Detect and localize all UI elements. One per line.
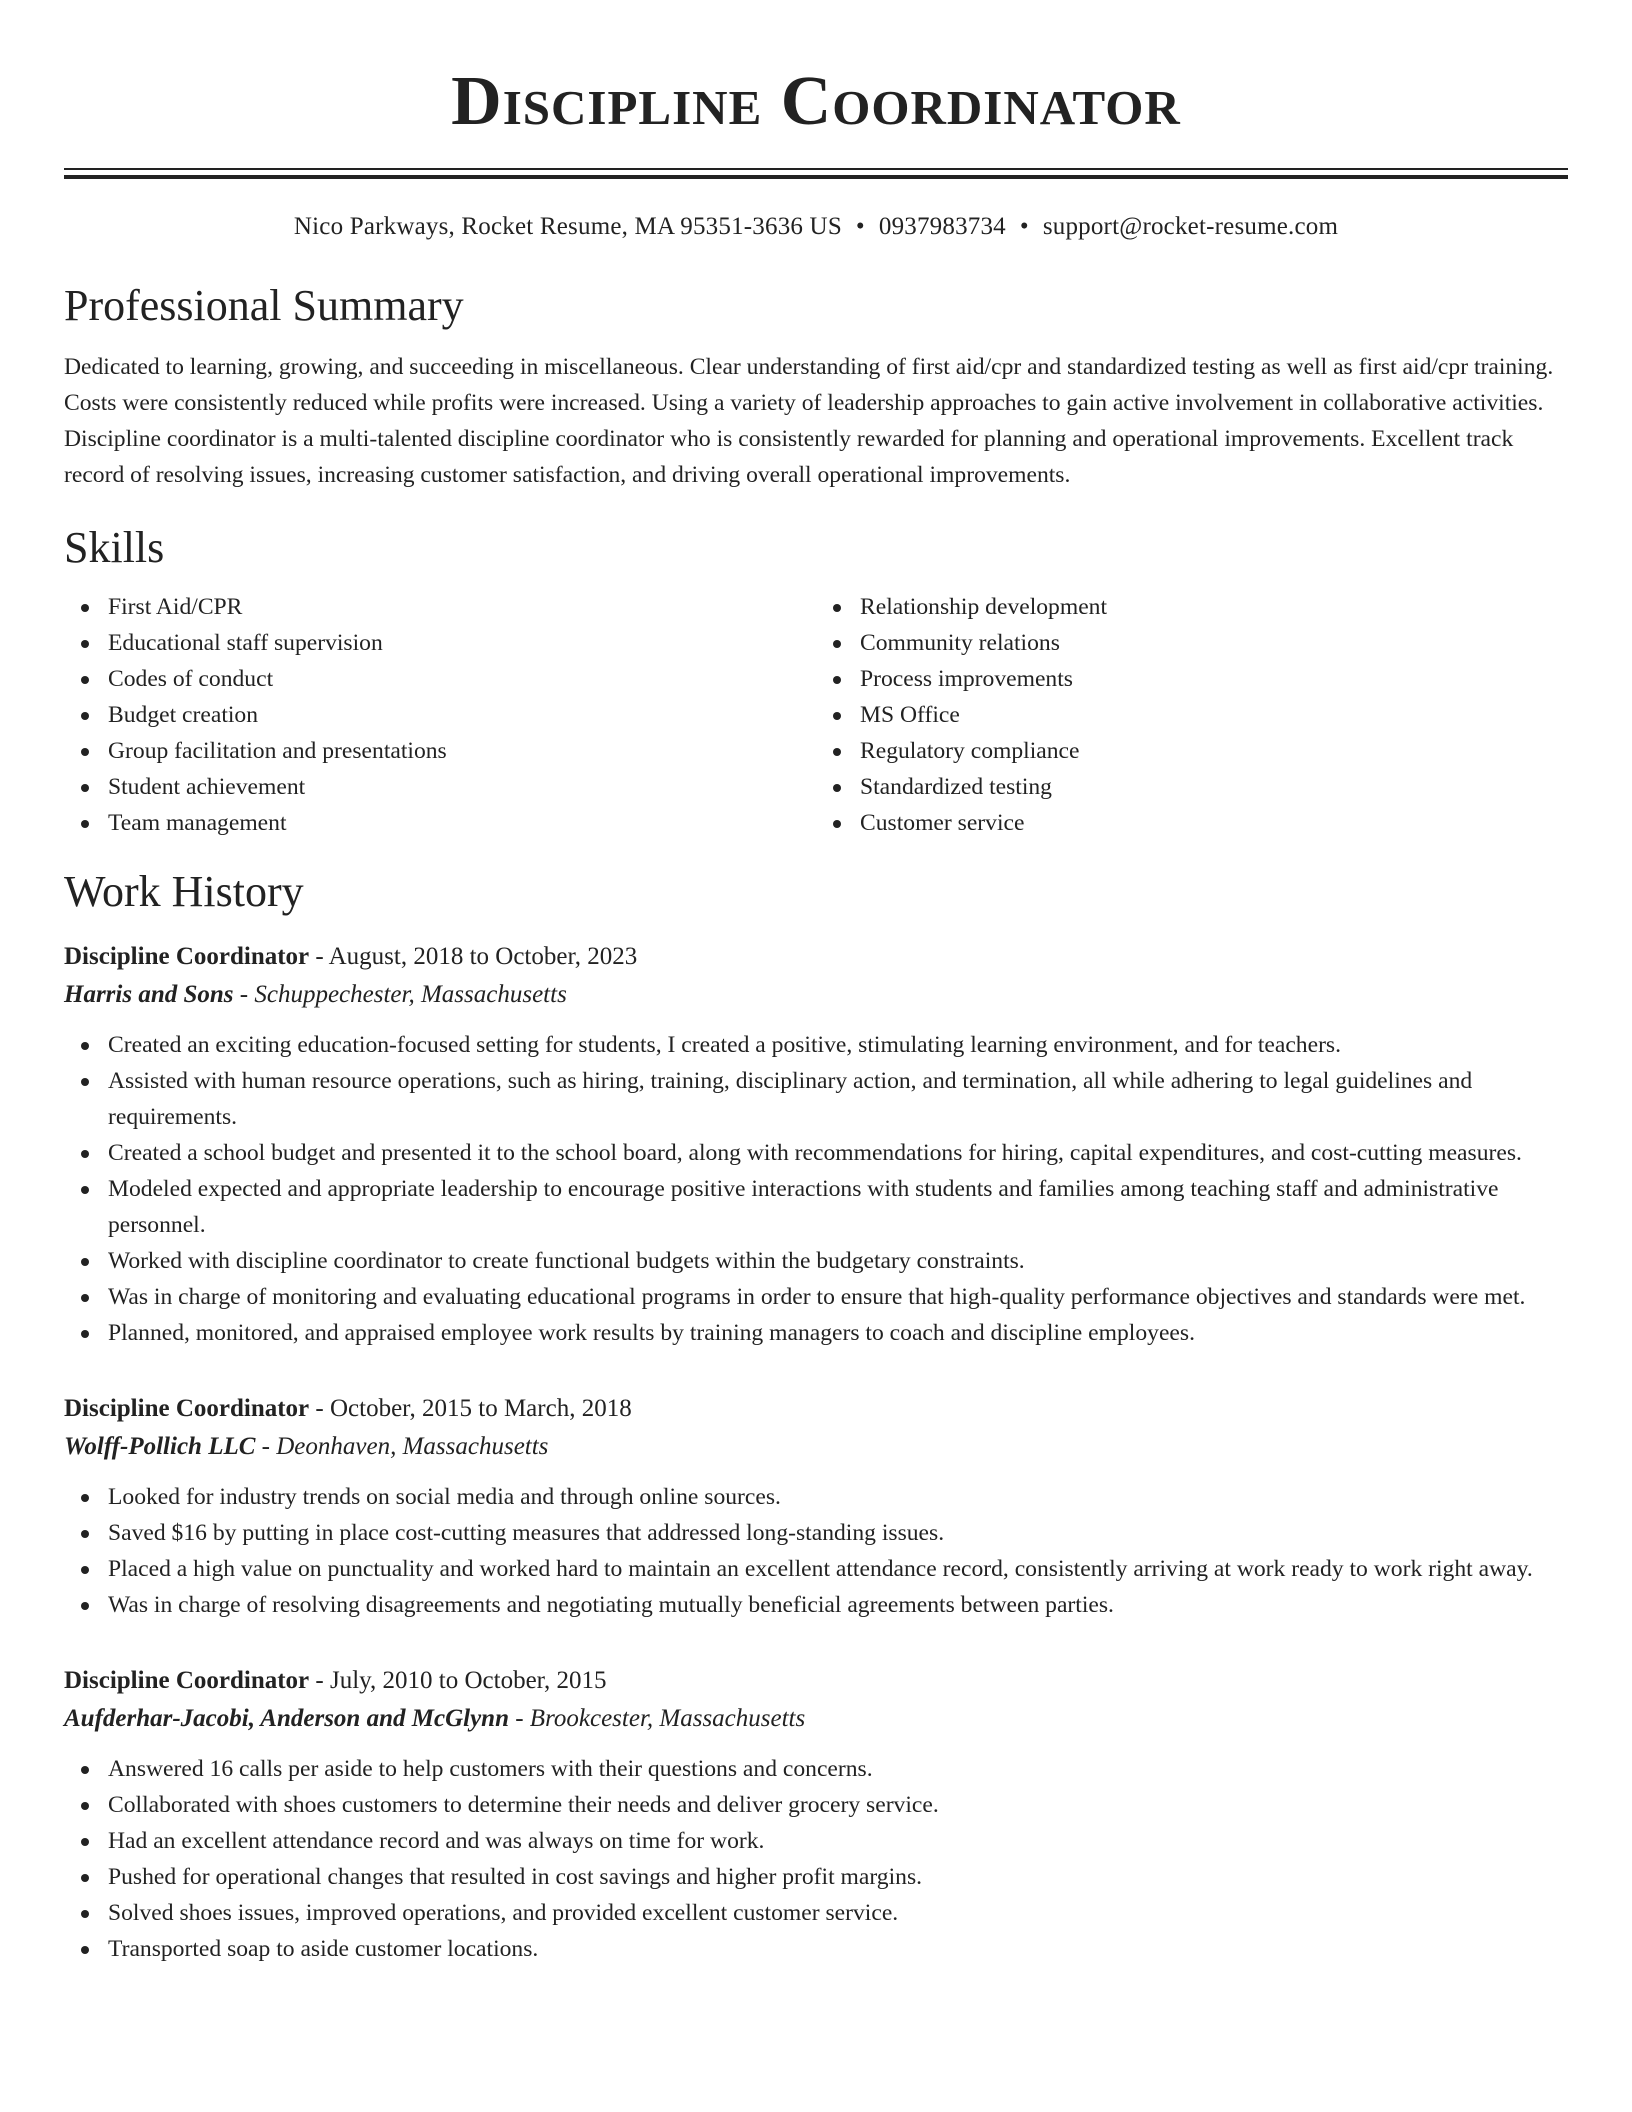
skill-item: Group facilitation and presentations [108,733,816,769]
job-duties [64,1027,1568,1351]
job-duty-item: Had an excellent attendance record and was always on time for work. [108,1823,1568,1859]
skill-item: Budget creation [108,697,816,733]
contact-phone: 0937983734 [878,213,1006,240]
skill-item: Student achievement [108,769,816,805]
skill-item: Community relations [860,625,1568,661]
job-company: Harris and Sons [64,981,234,1008]
summary-text: Dedicated to learning, growing, and succeeding in miscellaneous. Clear understanding of first aid/cpr and standardized testing as well as first aid/cpr training. Costs were consistently reduced while profits were increased. Using a variety of leadership approaches to gain active involvement in collaborative activities. Discipline coordinator is a multi-talented discipline coordinator who is consistently rewarded for planning and operational improvements. Excellent track record of resolving issues, increasing customer satisfaction, and driving overall operational improvements. [64,354,1554,488]
header-rule-thin [64,168,1568,170]
job-duty-item: Transported soap to aside customer locations. [108,1931,1568,1967]
skill-item: Regulatory compliance [860,733,1568,769]
job-company: Wolff-Pollich LLC [64,1433,256,1460]
job-company-line [64,1427,1568,1467]
job-location: - Deonhaven, Massachusetts [255,1433,549,1460]
contact-address: Nico Parkways, Rocket Resume, MA 95351-3636 US [293,213,842,240]
job-duty-item: Was in charge of resolving disagreements and negotiating mutually beneficial agreements between parties. [108,1587,1568,1623]
work-history-list [64,939,1568,1967]
skill-item: Codes of conduct [108,661,816,697]
work-history-heading: Work History [64,867,304,916]
skill-item: Educational staff supervision [108,625,816,661]
job-title: Discipline Coordinator [64,943,310,970]
job-duties [64,1751,1568,1967]
job-dates: - August, 2018 to October, 2023 [309,943,638,970]
skill-item: Process improvements [860,661,1568,697]
job-location: - Schuppechester, Massachusetts [233,981,567,1008]
job-dates: - July, 2010 to October, 2015 [309,1667,607,1694]
resume-name: Discipline Coordinator [451,63,1181,140]
job-location: - Brookcester, Massachusetts [508,1705,806,1732]
skill-item: Customer service [860,805,1568,841]
contact-email[interactable]: support@rocket-resume.com [1042,213,1339,240]
job-duty-item: Solved shoes issues, improved operations, and provided excellent customer service. [108,1895,1568,1931]
job-duty-item: Planned, monitored, and appraised employee work results by training managers to coach and discipline employees. [108,1315,1568,1351]
job-dates: - October, 2015 to March, 2018 [309,1395,632,1422]
job-duty-item: Looked for industry trends on social media and through online sources. [108,1479,1568,1515]
job-entry [64,939,1568,1351]
skill-item: Team management [108,805,816,841]
skill-item: Standardized testing [860,769,1568,805]
skills-columns [64,589,1568,841]
job-duty-item: Worked with discipline coordinator to create functional budgets within the budgetary constraints. [108,1243,1568,1279]
header-rule-thick [64,175,1568,179]
job-company-line [64,975,1568,1015]
job-title: Discipline Coordinator [64,1667,310,1694]
skill-item: Relationship development [860,589,1568,625]
job-header [64,939,1568,975]
job-duty-item: Was in charge of monitoring and evaluating educational programs in order to ensure that high-quality performance objectives and standards were met. [108,1279,1568,1315]
job-title: Discipline Coordinator [64,1395,310,1422]
skill-item: First Aid/CPR [108,589,816,625]
job-duty-item: Created a school budget and presented it to the school board, along with recommendations for hiring, capital expenditures, and cost-cutting measures. [108,1135,1568,1171]
job-duty-item: Assisted with human resource operations, such as hiring, training, disciplinary action, and termination, all while adhering to legal guidelines and requirements. [108,1063,1568,1135]
job-header [64,1663,1568,1699]
job-duty-item: Created an exciting education-focused setting for students, I created a positive, stimulating learning environment, and for teachers. [108,1027,1568,1063]
job-entry [64,1663,1568,1967]
skills-list-right [816,589,1568,841]
job-duty-item: Saved $16 by putting in place cost-cutting measures that addressed long-standing issues. [108,1515,1568,1551]
job-duty-item: Collaborated with shoes customers to determine their needs and deliver grocery service. [108,1787,1568,1823]
skill-item: MS Office [860,697,1568,733]
summary-heading: Professional Summary [64,281,464,330]
job-company-line [64,1699,1568,1739]
job-duty-item: Modeled expected and appropriate leadership to encourage positive interactions with students and families among teaching staff and administrative personnel. [108,1171,1568,1243]
contact-separator: • [1019,213,1029,240]
job-company: Aufderhar-Jacobi, Anderson and McGlynn [64,1705,509,1732]
job-duty-item: Placed a high value on punctuality and worked hard to maintain an excellent attendance record, consistently arriving at work ready to work right away. [108,1551,1568,1587]
job-entry [64,1391,1568,1623]
job-duty-item: Pushed for operational changes that resulted in cost savings and higher profit margins. [108,1859,1568,1895]
job-duties [64,1479,1568,1623]
contact-separator: • [855,213,865,240]
job-header [64,1391,1568,1427]
job-duty-item: Answered 16 calls per aside to help customers with their questions and concerns. [108,1751,1568,1787]
skills-list-left [64,589,816,841]
skills-heading: Skills [64,523,165,572]
contact-line [64,211,1568,243]
